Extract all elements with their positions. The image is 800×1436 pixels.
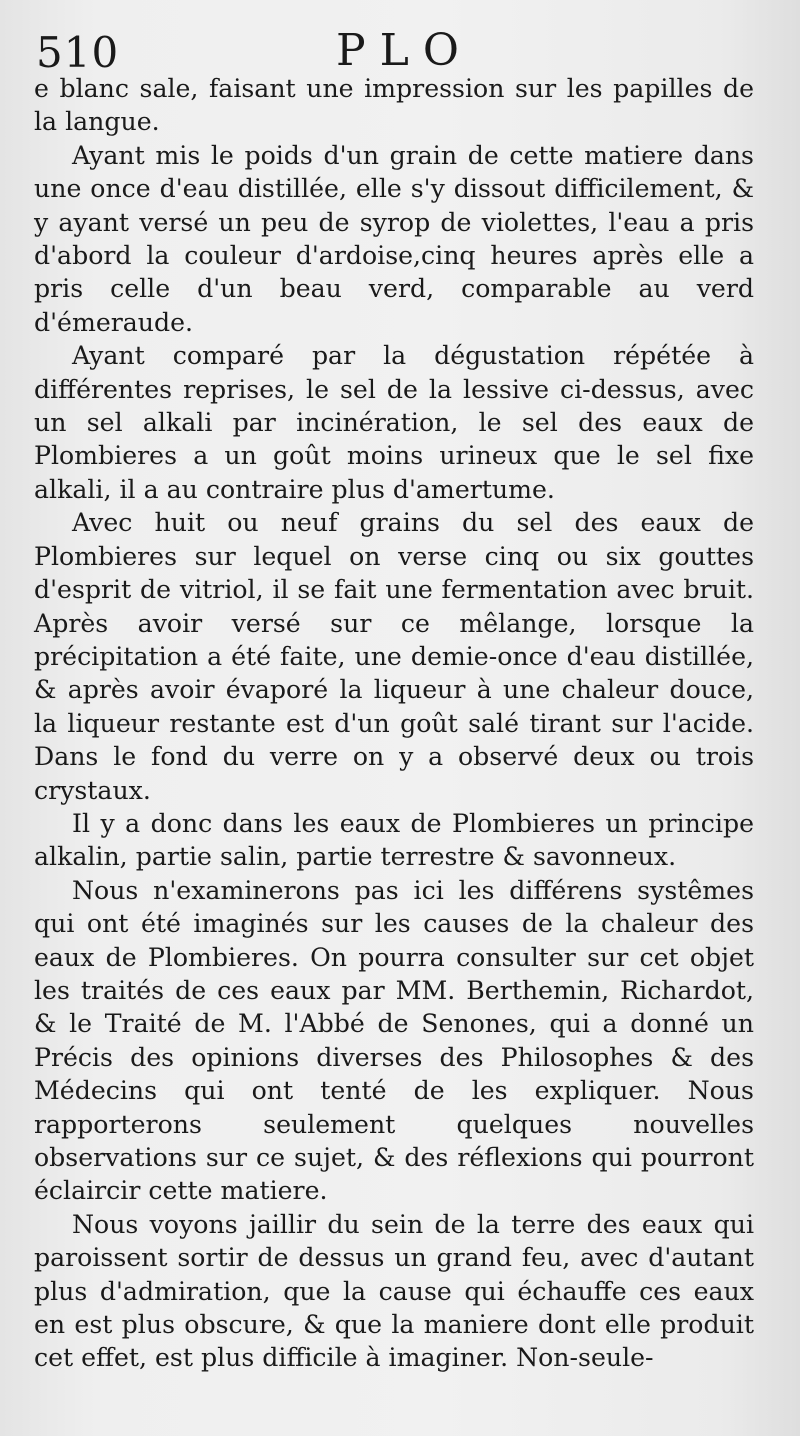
running-head: PLO [336, 25, 473, 76]
paragraph: e blanc sale, faisant une impression sur les papilles de la langue. [34, 74, 754, 137]
paragraph: Il y a donc dans les eaux de Plombieres un principe alkalin, partie salin, partie terrestre & savonneux. [34, 808, 754, 872]
paragraph: Nous voyons jaillir du sein de la terre des eaux qui paroissent sortir de dessus un grand feu, avec d'autant plus d'admiration, que la cause qui échauffe ces eaux en est plus obscure, & que la maniere dont elle produit cet effet, est plus difficile à imaginer. Non-seule- [34, 1209, 754, 1373]
body-text [34, 72, 754, 1375]
paragraph: Ayant comparé par la dégustation répétée à différentes reprises, le sel de la lessive ci-dessus, avec un sel alkali par incinération, le sel des eaux de Plombieres a un goût moins urineux que le sel fixe alkali, il a au contraire plus d'amertume. [34, 341, 754, 504]
page-number: 510 [36, 28, 120, 77]
paragraph: Ayant mis le poids d'un grain de cette matiere dans une once d'eau distillée, elle s'y dissout difficilement, & y ayant versé un peu de syrop de violettes, l'eau a pris d'abord la couleur d'ardoise,cinq heures après elle a pris celle d'un beau verd, comparable au verd d'émeraude. [34, 140, 754, 337]
paragraph: Avec huit ou neuf grains du sel des eaux de Plombieres sur lequel on verse cinq ou six gouttes d'esprit de vitriol, il se fait une fermentation avec bruit. Après avoir versé sur ce mêlange, lorsque la précipitation a été faite, une demie-once d'eau distillée, & après avoir évaporé la liqueur à une chaleur douce, la liqueur restante est d'un goût salé tirant sur l'acide. Dans le fond du verre on y a observé deux ou trois crystaux. [34, 508, 754, 805]
paragraph: Nous n'examinerons pas ici les différens systêmes qui ont été imaginés sur les causes de la chaleur des eaux de Plombieres. On pourra consulter sur cet objet les traités de ces eaux par MM. Berthemin, Richardot, & le Traité de M. l'Abbé de Senones, qui a donné un Précis des opinions diverses des Philosophes & des Médecins qui ont tenté de les expliquer. Nous rapporterons seulement quelques nouvelles observations sur ce sujet, & des réflexions qui pourront éclaircir cette matiere. [34, 875, 754, 1206]
